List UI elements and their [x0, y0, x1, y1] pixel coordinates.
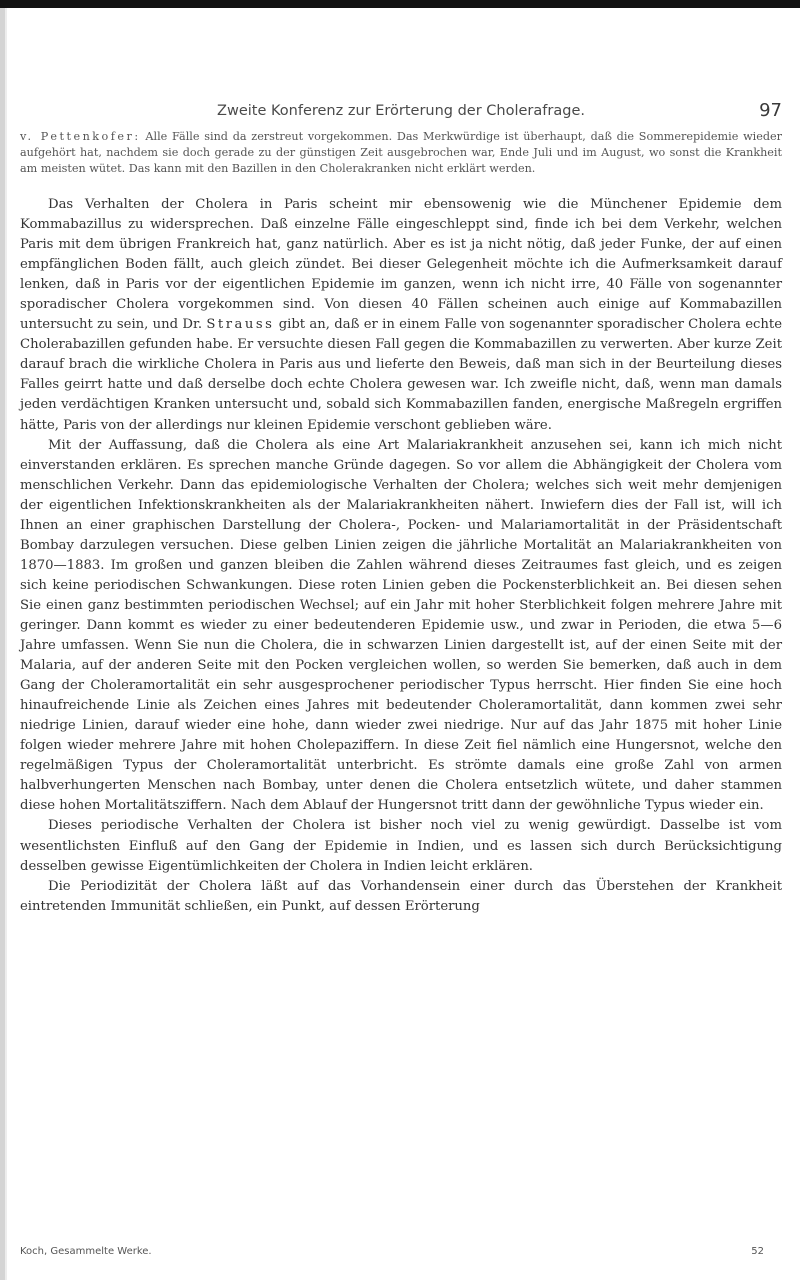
running-title: Zweite Konferenz zur Erörterung der Cholerafrage. — [217, 103, 585, 119]
source-note: Koch, Gesammelte Werke. — [20, 1246, 152, 1257]
page-footer — [20, 1246, 782, 1260]
scan-left-shadow — [5, 8, 7, 1280]
paragraph-4: Die Periodizität der Cholera läßt auf das Vorhandensein einer durch das Überstehen der Krankheit eintretenden Immunität schließen, ein Punkt, auf dessen Erörterung — [20, 878, 782, 914]
paragraph-1-part-b: gibt an, daß er in einem Falle von sogenannter sporadischer Cholera echte Cholerabazillen gefunden habe. Er versuchte diesen Fall gegen die Kommabazillen zu verwerten. Aber kurze Zeit darauf brach die wirkliche Cholera in Paris aus und lieferte den Beweis, daß man sich in der Beurteilung dieses Falles geirrt hatte und daß derselbe doch echte Cholera gewesen war. Ich zweifle nicht, daß, wenn man damals jeden verdächtigen Kranken untersucht und, sobald sich Kommabazillen fanden, energische Maßregeln ergriffen hätte, Paris von der allerdings nur kleinen Epidemie verschont geblieben wäre. — [20, 317, 782, 433]
discussion-text: Alle Fälle sind da zerstreut vorgekommen. Das Merkwürdige ist überhaupt, daß die Sommerepidemie wieder aufgehört hat, nachdem sie doch gerade zu der günstigen Zeit ausgebrochen war, Ende Juli und im August, wo sonst die Krankheit am meisten wütet. Das kann mit den Bazillen in den Cholerakranken nicht erklärt werden. — [20, 130, 782, 175]
discussion-remark — [20, 129, 782, 177]
person-name-strauss: Strauss — [206, 317, 275, 333]
main-text — [20, 195, 782, 917]
scan-top-border — [0, 0, 800, 8]
speaker-name: v. Pettenkofer: — [20, 130, 141, 143]
page-header — [20, 100, 782, 124]
paragraph-3: Dieses periodische Verhalten der Cholera ist bisher noch viel zu wenig gewürdigt. Dasselbe ist vom wesentlichsten Einfluß auf den Gang der Epidemie in Indien, und es lassen sich durch Berücksichtigung desselben gewisse Eigentümlichkeiten der Cholera in Indien leicht erklären. — [20, 818, 782, 874]
paragraph-2: Mit der Auffassung, daß die Cholera als eine Art Malariakrankheit anzusehen sei, kann ich mich nicht einverstanden erklären. Es sprechen manche Gründe dagegen. So vor allem die Abhängigkeit der Cholera vom menschlichen Verkehr. Dann das epidemiologische Verhalten der Cholera; welches sich weit mehr demjenigen der eigentlichen Infektionskrankheiten als der Malariakrankheiten nähert. Inwiefern dies der Fall ist, will ich Ihnen an einer graphischen Darstellung der Cholera-, Pocken- und Malariamortalität in der Präsidentschaft Bombay darzulegen versuchen. Diese gelben Linien zeigen die jährliche Mortalität an Malariakrankheiten von 1870—1883. Im großen und ganzen bleiben die Zahlen während dieses Zeitraumes fast gleich, und es zeigen sich keine periodischen Schwankungen. Diese roten Linien geben die Pockensterblichkeit an. Bei diesen sehen Sie einen ganz bestimmten periodischen Wechsel; auf ein Jahr mit hoher Sterblichkeit folgen mehrere Jahre mit geringer. Dann kommt es wieder zu einer bedeutenderen Epidemie usw., und zwar in Perioden, die etwa 5—6 Jahre umfassen. Wenn Sie nun die Cholera, die in schwarzen Linien dargestellt ist, auf der einen Seite mit der Malaria, auf der anderen Seite mit den Pocken vergleichen wollen, so werden Sie bemerken, daß auch in dem Gang der Choleramortalität ein sehr ausgesprochener periodischer Typus herrscht. Hier finden Sie eine hoch hinaufreichende Linie als Zeichen eines Jahres mit bedeutender Choleramortalität, dann kommen zwei sehr niedrige Linien, darauf wieder eine hohe, dann wieder zwei niedrige. Nur auf das Jahr 1875 mit hoher Linie folgen wieder mehrere Jahre mit hohen Cholераziffern. In diese Zeit fiel nämlich eine Hungersnot, welche den regelmäßigen Typus der Choleramortalität unterbricht. Es strömte damals eine große Zahl von armen halbverhungerten Menschen nach Bombay, unter denen die Cholera entsetzlich wütete, und daher stammen diese hohen Mortalitätsziffern. Nach dem Ablauf der Hungersnot tritt dann der gewöhnliche Typus wieder ein. — [20, 437, 782, 814]
signature-mark: 52 — [751, 1246, 764, 1257]
paragraph-1-part-a: Das Verhalten der Cholera in Paris scheint mir ebensowenig wie die Münchener Epidemie dem Kommabazillus zu widersprechen. Daß einzelne Fälle eingeschleppt sind, finde ich bei dem Verkehr, welchen Paris mit dem übrigen Frankreich hat, ganz natürlich. Aber es ist ja nicht nötig, daß jeder Funke, der auf einen empfänglichen Boden fällt, auch gleich zündet. Bei dieser Gelegenheit möchte ich die Aufmerksamkeit darauf lenken, daß in Paris vor der eigentlichen Epidemie im ganzen, wenn ich nicht irre, 40 Fälle von sogenannter sporadischer Cholera vorgekommen sind. Von diesen 40 Fällen scheinen auch einige auf Kommabazillen untersucht zu sein, und Dr. — [20, 197, 782, 333]
page-number: 97 — [759, 100, 782, 121]
paragraph-1 — [20, 195, 782, 436]
